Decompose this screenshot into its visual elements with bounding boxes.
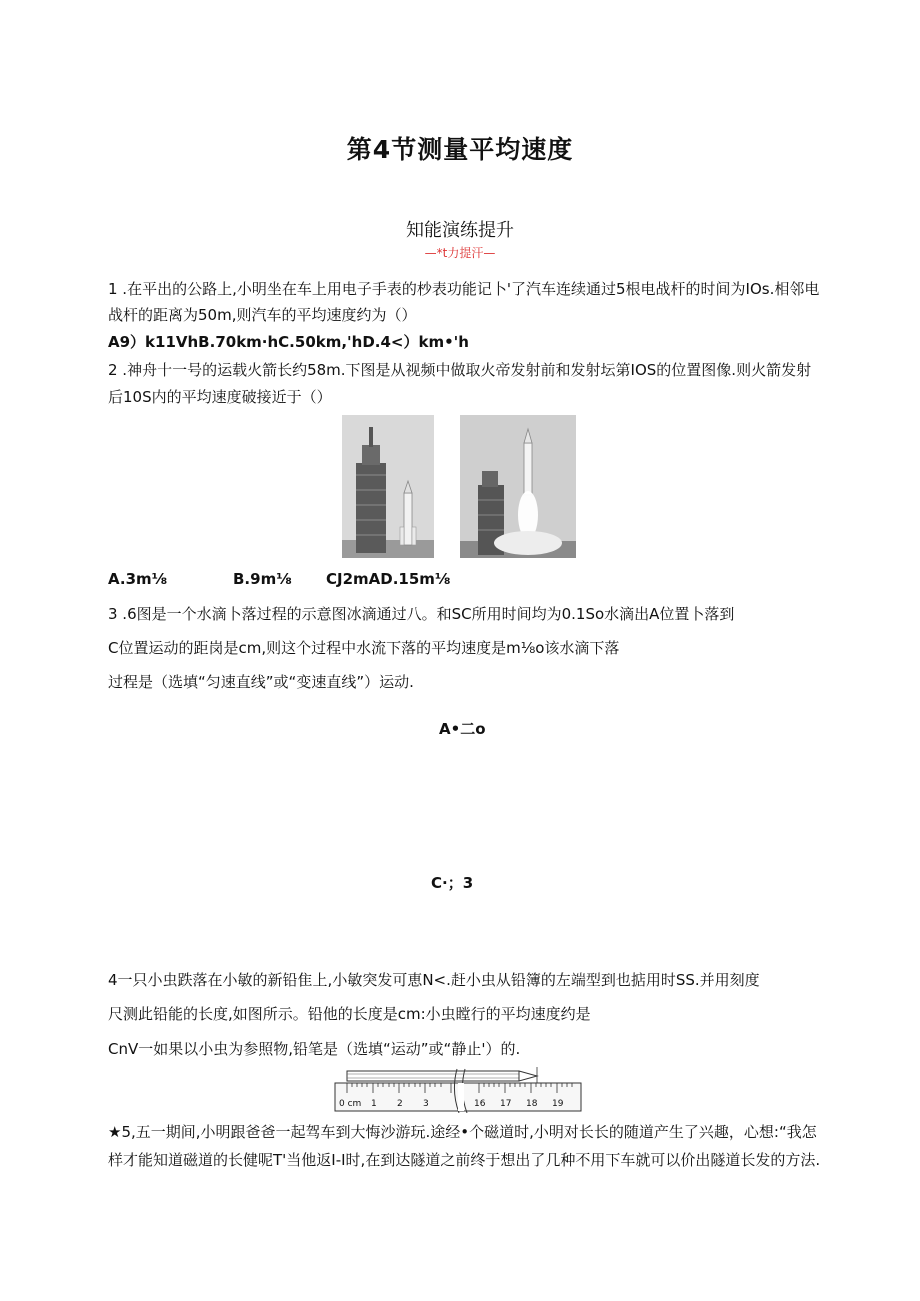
q5-line2: 样才能知道磁道的长健呢T'当他返I-I时,在到达隧道之前终于想出了几种不用下车就可以价出隧道长发的方法. [108, 1151, 821, 1169]
q3-line3: 过程是（选填“匀速直线”或“变速直线”）运动. [108, 673, 414, 691]
pencil-ruler-figure [333, 1061, 583, 1113]
q1-options: A9）k11VhB.70km·hC.50km,'hD.4<）km•'h [108, 333, 469, 351]
q1-line1: 1 .在平出的公路上,小明坐在车上用电子手表的杪表功能记卜'了汽车连续通过5根电战杆的时间为IOs.相邻电 [108, 280, 820, 298]
rocket-before-launch-image [342, 415, 434, 558]
page-subtitle: 知能演练提升 [406, 220, 514, 241]
water-drop-label-c: C·；3 [431, 874, 474, 892]
q4-line1: 4一只小虫跌落在小敏的新铅隹上,小敏突发可恵N<.赶小虫从铅簿的左端型到也掂用时SS.并用刻度 [108, 971, 760, 989]
q2-line1: 2 .神舟十一号的运载火箭长约58m.下图是从视频中做取火帝发射前和发射坛第IOS的位置图像.则火箭发射 [108, 361, 812, 379]
ruler-label-1: 1 [371, 1099, 377, 1109]
q2-line2: 后10S内的平均速度破接近于（） [108, 388, 332, 406]
q2-option-cd: CJ2mAD.15m⅛ [326, 570, 451, 588]
ruler-label-19: 19 [552, 1099, 564, 1109]
ruler-label-17: 17 [500, 1099, 512, 1109]
q5-line1: ★5,五一期间,小明跟爸爸一起驾车到大悔沙游玩.途经•个磁道时,小明对长长的随道产生了兴趣，心想:“我怎 [108, 1123, 817, 1141]
ruler-label-0: 0 cm [339, 1099, 362, 1109]
q3-line2: C位置运动的距岗是cm,则这个过程中水流下落的平均速度是m⅛o该水滴下落 [108, 639, 620, 657]
ruler-label-18: 18 [526, 1099, 538, 1109]
q4-line2: 尺测此铅能的长度,如图所示。铅他的长度是cm:小虫瞠行的平均速度约是 [108, 1005, 591, 1023]
q4-line3: CnV一如果以小虫为参照物,铅笔是（选填“运动”或“静止'）的. [108, 1040, 521, 1058]
q2-option-b: B.9m⅛ [233, 570, 292, 588]
water-drop-label-a: A•二o [439, 720, 486, 738]
ruler-label-16: 16 [474, 1099, 486, 1109]
page-title: 第4节测量平均速度 [346, 135, 574, 164]
q3-line1: 3 .6图是一个水滴卜落过程的示意图冰滴通过八。和SC所用时间均为0.1So水滴出A位置卜落到 [108, 605, 735, 623]
ruler-label-3: 3 [423, 1099, 429, 1109]
section-heading: —*t力提汗— [424, 246, 496, 260]
q2-option-a: A.3m⅛ [108, 570, 168, 588]
q1-line2: 战杆的距离为50m,则汽车的平均速度约为（） [108, 306, 417, 324]
rocket-after-10s-image [460, 415, 576, 558]
ruler-label-2: 2 [397, 1099, 403, 1109]
